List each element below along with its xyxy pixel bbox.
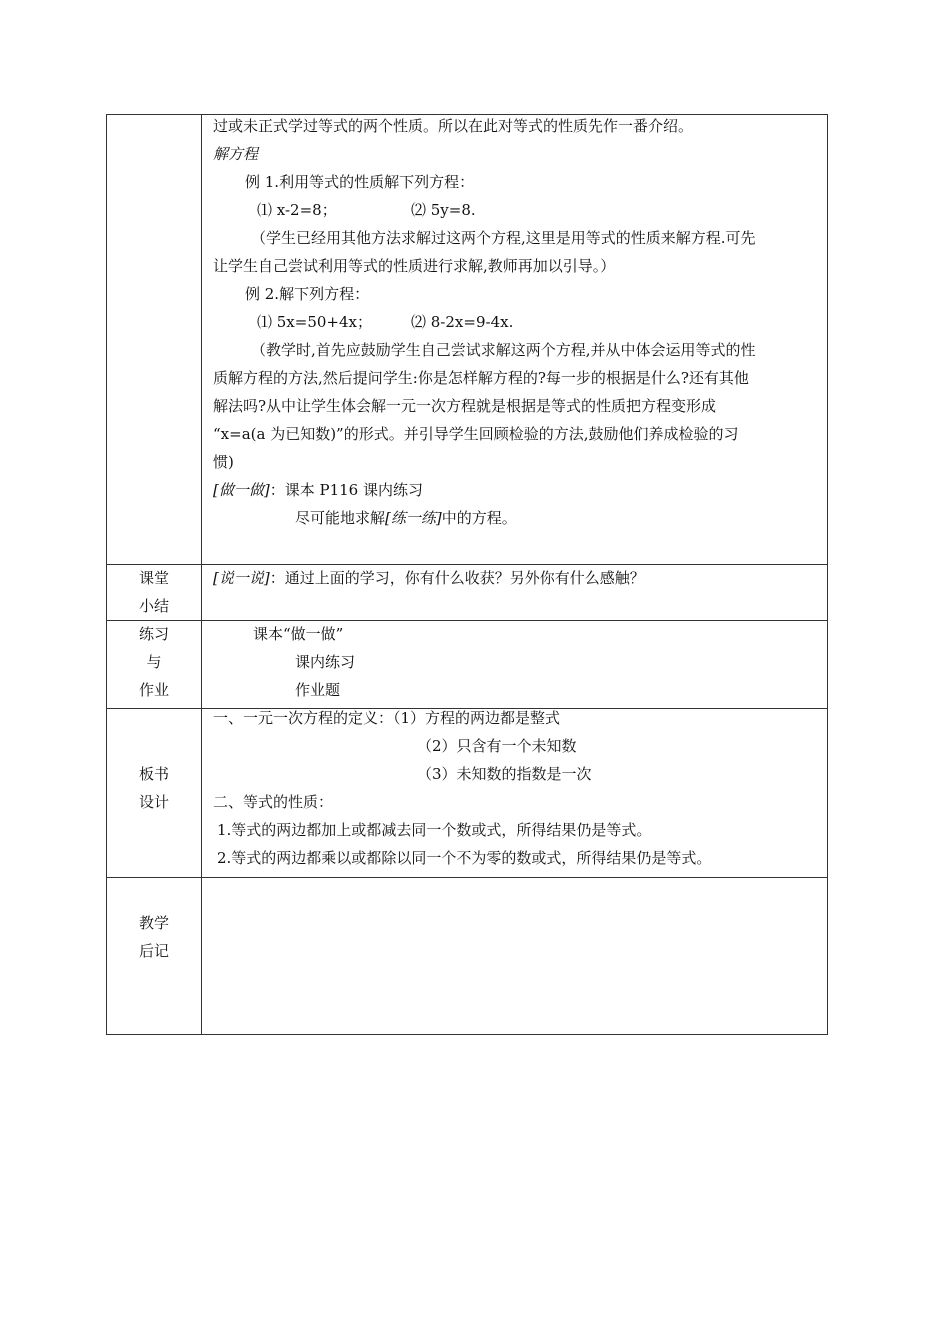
note1-line1: （学生已经用其他方法求解过这两个方程,这里是用等式的性质来解方程.可先 [251,229,756,247]
homework-label-line2: 与 [146,653,162,671]
practice-tag: [做一做] [213,481,270,499]
reflection-label-line2: 后记 [138,942,169,960]
homework-label-line3: 作业 [138,681,169,699]
note2-line1: （教学时,首先应鼓励学生自己尝试求解这两个方程,并从中体会运用等式的性 [251,341,756,359]
homework-label [107,620,201,704]
summary-label-line1: 课堂 [138,569,169,587]
homework-label-line1: 练习 [138,625,169,643]
board-design-label [107,760,201,816]
board-line2: （2）只含有一个未知数 [417,737,577,755]
board-line3: （3）未知数的指数是一次 [417,765,592,783]
example2-title: 例 2.解下列方程： [245,285,370,303]
row-divider [107,620,827,621]
summary-line [213,567,645,589]
practice-line2-post: 中的方程。 [441,509,517,527]
board-line6: 2.等式的两边都乘以或都除以同一个不为零的数或式，所得结果仍是等式。 [217,849,712,867]
summary-label-line2: 小结 [138,597,169,615]
summary-label [107,564,201,620]
homework-item2: 课内练习 [295,653,356,671]
example2-equation-a: ⑴ 5x=50+4x； [257,313,372,331]
board-line5: 1.等式的两边都加上或都减去同一个数或式，所得结果仍是等式。 [217,821,652,839]
row-divider [107,877,827,878]
homework-item3: 作业题 [295,681,341,699]
homework-item1: 课本“做一做” [253,625,344,643]
board-line4: 二、等式的性质： [213,793,334,811]
note2-line4: “x=a(a 为已知数)”的形式。并引导学生回顾检验的方法,鼓励他们养成检验的习 [213,425,739,443]
note2-line3: 解法吗?从中让学生体会解一元一次方程就是根据是等式的性质把方程变形成 [213,397,717,415]
note2-line2: 质解方程的方法,然后提问学生:你是怎样解方程的?每一步的根据是什么?还有其他 [213,369,749,387]
exercise-tag: [练一练] [385,509,442,527]
row-divider [107,564,827,565]
summary-text: ：通过上面的学习，你有什么收获？另外你有什么感触？ [269,569,645,587]
practice-line2-pre: 尽可能地求解 [295,509,386,527]
example1-equation-a: ⑴ x-2=8； [257,201,337,219]
lesson-plan-table [106,114,828,1035]
practice-line2 [295,507,517,529]
note2-line5: 惯) [213,453,234,471]
example2-equation-b: ⑵ 8-2x=9-4x. [411,313,514,331]
reflection-label-line1: 教学 [138,914,169,932]
example1-equation-b: ⑵ 5y=8. [411,201,476,219]
section-heading: 解方程 [213,145,259,163]
summary-tag: [说一说] [213,569,270,587]
board-design-label-line2: 设计 [138,793,169,811]
example1-title: 例 1.利用等式的性质解下列方程： [245,173,475,191]
reflection-label [107,909,201,965]
practice-text: ：课本 P116 课内练习 [269,481,423,499]
column-divider [201,115,202,1034]
row1-line1: 过或未正式学过等式的两个性质。所以在此对等式的性质先作一番介绍。 [213,117,694,135]
board-design-label-line1: 板书 [138,765,169,783]
practice-line [213,479,423,501]
note1-line2: 让学生自己尝试利用等式的性质进行求解,教师再加以引导。） [213,257,616,275]
board-line1: 一、一元一次方程的定义：（1）方程的两边都是整式 [213,709,561,727]
